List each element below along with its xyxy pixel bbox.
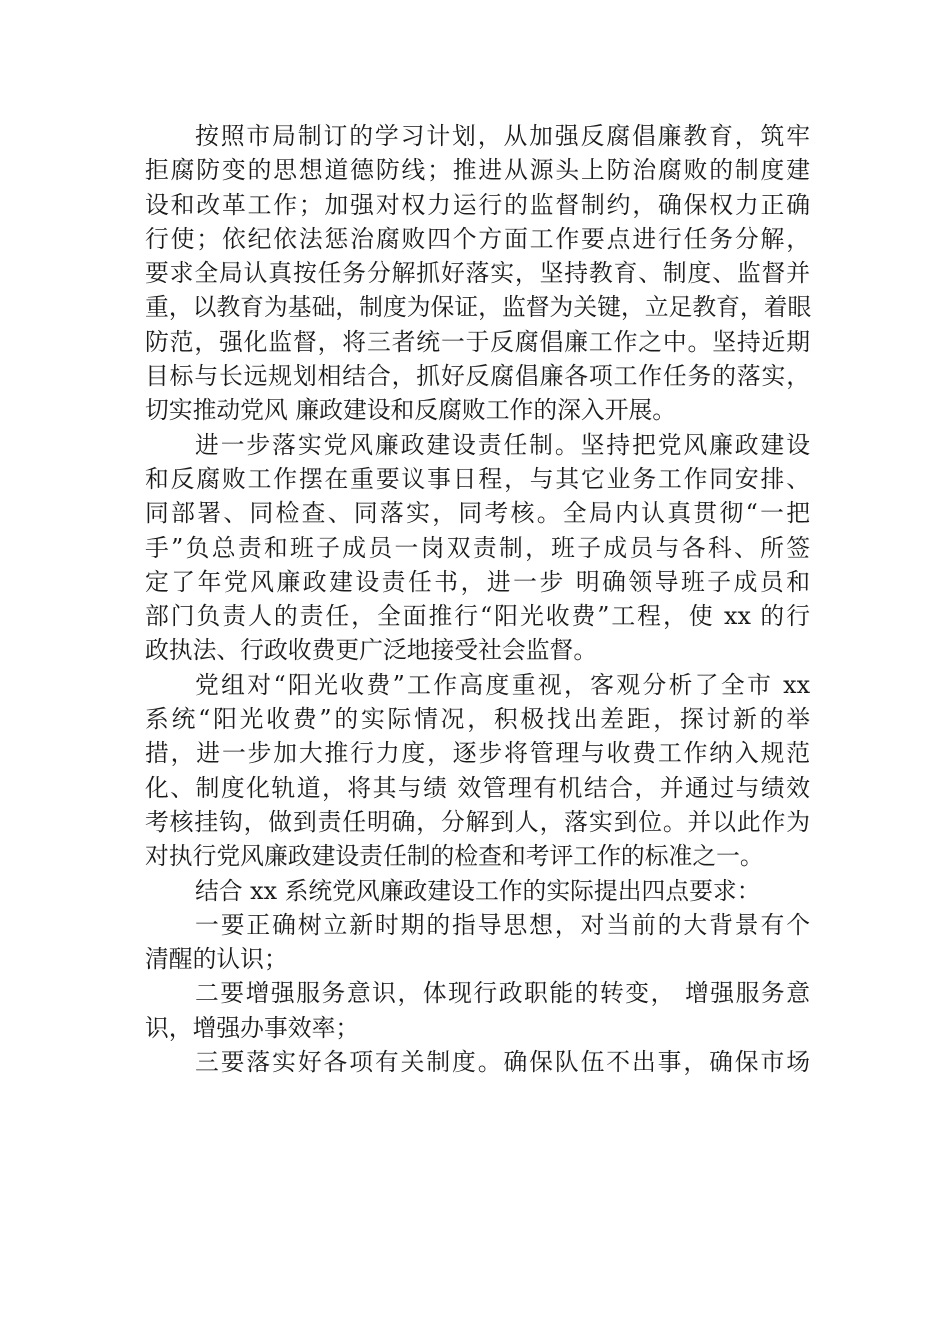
text-line: 重，以教育为基础，制度为保证，监督为关键，立足教育，着眼 [145,293,812,322]
text-line: 政执法、行政收费更广泛地接受社会监督。 [145,636,598,665]
text-line: 手”负总责和班子成员一岗双责制，班子成员与各科、所签 [145,533,810,562]
text-line: 考核挂钩，做到责任明确，分解到人，落实到位。并以此作为 [145,807,810,836]
text-line: 一要正确树立新时期的指导思想，对当前的大背景有个 [195,910,810,939]
text-line: 三要落实好各项有关制度。确保队伍不出事，确保市场 [195,1048,810,1077]
text-line: 措，进一步加大推行力度，逐步将管理与收费工作纳入规范 [145,739,810,768]
text-line: 系统“阳光收费”的实际情况，积极找出差距，探讨新的举 [145,705,810,734]
text-line: 拒腐防变的思想道德防线；推进从源头上防治腐败的制度建 [145,156,810,185]
text-line: 和反腐败工作摆在重要议事日程，与其它业务工作同安排、 [145,464,810,493]
text-line: 按照市局制订的学习计划，从加强反腐倡廉教育，筑牢 [195,122,810,150]
text-line: 识，增强办事效率； [145,1013,360,1042]
text-line: 同部署、同检查、同落实，同考核。全局内认真贯彻“一把 [145,499,810,528]
text-line: 党组对“阳光收费”工作高度重视，客观分析了全市 xx [195,670,810,699]
text-line: 结合 xx 系统党风廉政建设工作的实际提出四点要求： [195,876,761,905]
text-line: 防范，强化监督，将三者统一于反腐倡廉工作之中。坚持近期 [145,327,810,356]
text-line: 设和改革工作；加强对权力运行的监督制约，确保权力正确 [145,190,810,219]
text-line: 清醒的认识； [145,945,288,974]
text-line: 部门负责人的责任，全面推行“阳光收费”工程，使 xx 的行 [145,602,810,631]
text-line: 要求全局认真按任务分解抓好落实，坚持教育、制度、监督并 [145,259,810,288]
text-line: 切实推动党风 廉政建设和反腐败工作的深入开展。 [145,396,677,425]
text-line: 化、制度化轨道，将其与绩 效管理有机结合，并通过与绩效 [145,773,810,802]
text-line: 定了年党风廉政建设责任书，进一步 明确领导班子成员和 [145,567,810,596]
text-line: 二要增强服务意识，体现行政职能的转变， 增强服务意 [195,979,810,1008]
text-line: 目标与长远规划相结合，抓好反腐倡廉各项工作任务的落实， [145,362,810,391]
text-line: 行使；依纪依法惩治腐败四个方面工作要点进行任务分解， [145,224,810,253]
document-body [145,119,810,1079]
text-line: 对执行党风廉政建设责任制的检查和考评工作的标准之一。 [145,842,764,871]
text-line: 进一步落实党风廉政建设责任制。坚持把党风廉政建设 [195,430,810,459]
